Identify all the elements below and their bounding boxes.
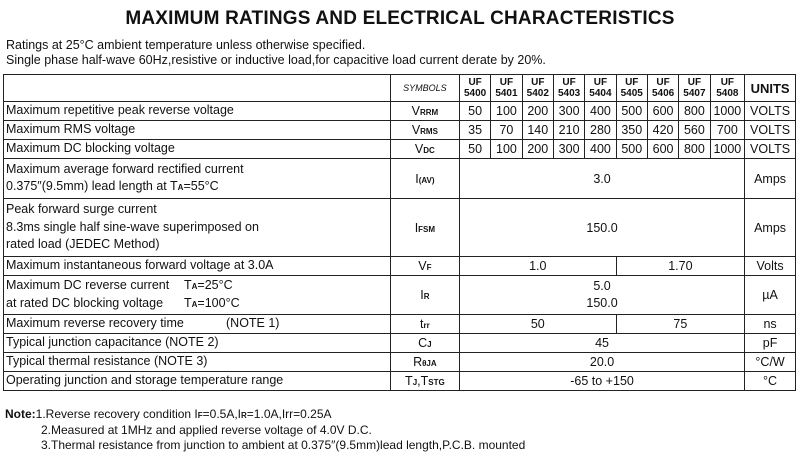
table-row-iav <box>4 159 796 199</box>
param-label: Maximum instantaneous forward voltage at 3.0A <box>4 257 391 276</box>
symbol-cell: VRRM <box>390 102 459 121</box>
table-row-tj <box>4 372 796 391</box>
header-part: UF 5404 <box>585 75 616 102</box>
unit-cell: pF <box>745 334 796 353</box>
value-cell: 1000 <box>710 102 745 121</box>
param-label: Maximum reverse recovery time (NOTE 1) <box>4 315 391 334</box>
value-cell: 400 <box>585 140 616 159</box>
intro-line: Ratings at 25°C ambient temperature unless otherwise specified. <box>6 38 366 52</box>
header-part: UF 5406 <box>647 75 678 102</box>
table-header-row <box>4 75 796 102</box>
unit-cell: VOLTS <box>745 140 796 159</box>
value-cell: 100 <box>491 102 522 121</box>
value-cell: 200 <box>522 102 553 121</box>
header-part: UF 5403 <box>553 75 584 102</box>
note-3: 3.Thermal resistance from junction to ambient at 0.375″(9.5mm)lead length,P.C.B. mounted <box>41 438 526 452</box>
value-cell: 100 <box>491 140 522 159</box>
symbol-cell: VRMS <box>390 121 459 140</box>
param-label: Maximum DC reverse current TA=25°C at rated DC blocking voltage TA=100°C <box>4 276 391 315</box>
header-param-cell <box>4 75 391 102</box>
table-row-ifsm <box>4 199 796 257</box>
value-cell: 300 <box>553 102 584 121</box>
value-cell: 35 <box>459 121 490 140</box>
table-row-vrrm <box>4 102 796 121</box>
value-cell: 75 <box>616 315 745 334</box>
param-label: Maximum repetitive peak reverse voltage <box>4 102 391 121</box>
unit-cell: ns <box>745 315 796 334</box>
symbol-cell: VF <box>390 257 459 276</box>
symbol-cell: IR <box>390 276 459 315</box>
value-cell: 1000 <box>710 140 745 159</box>
symbol-cell: VDC <box>390 140 459 159</box>
param-label: Maximum DC blocking voltage <box>4 140 391 159</box>
ratings-table <box>3 74 796 391</box>
value-cell: 140 <box>522 121 553 140</box>
symbol-cell: I(AV) <box>390 159 459 199</box>
value-cell: 50 <box>459 102 490 121</box>
value-cell: 50 <box>459 315 616 334</box>
table-row-vrms <box>4 121 796 140</box>
value-cell: 800 <box>679 140 710 159</box>
table-row-rtheta <box>4 353 796 372</box>
note-2: 2.Measured at 1MHz and applied reverse voltage of 4.0V D.C. <box>41 423 372 437</box>
unit-cell: Volts <box>745 257 796 276</box>
value-cell: 600 <box>647 102 678 121</box>
param-label: Typical junction capacitance (NOTE 2) <box>4 334 391 353</box>
intro-line: Single phase half-wave 60Hz,resistive or inductive load,for capacitive load current derate by 20%. <box>6 53 546 67</box>
param-label: Typical thermal resistance (NOTE 3) <box>4 353 391 372</box>
value-cell: 150.0 <box>459 199 744 257</box>
value-cell: 500 <box>616 102 647 121</box>
symbol-cell: TJ,TSTG <box>390 372 459 391</box>
page-title: MAXIMUM RATINGS AND ELECTRICAL CHARACTERISTICS <box>125 8 675 29</box>
symbol-cell: trr <box>390 315 459 334</box>
intro-text <box>6 38 546 68</box>
value-cell: 700 <box>710 121 745 140</box>
value-cell: -65 to +150 <box>459 372 744 391</box>
value-cell: 280 <box>585 121 616 140</box>
symbol-cell: CJ <box>390 334 459 353</box>
unit-cell: °C <box>745 372 796 391</box>
value-cell: 500 <box>616 140 647 159</box>
header-part: UF 5402 <box>522 75 553 102</box>
param-label: Maximum RMS voltage <box>4 121 391 140</box>
value-cell: 1.0 <box>459 257 616 276</box>
value-cell: 350 <box>616 121 647 140</box>
table-row-vdc <box>4 140 796 159</box>
value-cell: 50 <box>459 140 490 159</box>
unit-cell: °C/W <box>745 353 796 372</box>
unit-cell: Amps <box>745 199 796 257</box>
table-row-trr <box>4 315 796 334</box>
value-cell: 70 <box>491 121 522 140</box>
table-row-cj <box>4 334 796 353</box>
value-cell: 560 <box>679 121 710 140</box>
value-cell: 600 <box>647 140 678 159</box>
symbol-cell: IFSM <box>390 199 459 257</box>
unit-cell: Amps <box>745 159 796 199</box>
value-cell: 5.0 150.0 <box>459 276 744 315</box>
value-cell: 1.70 <box>616 257 745 276</box>
value-cell: 45 <box>459 334 744 353</box>
value-cell: 200 <box>522 140 553 159</box>
value-cell: 210 <box>553 121 584 140</box>
header-symbols: SYMBOLS <box>390 75 459 102</box>
header-part: UF 5408 <box>710 75 745 102</box>
param-label: Maximum average forward rectified current 0.375″(9.5mm) lead length at TA=55°C <box>4 159 391 199</box>
value-cell: 3.0 <box>459 159 744 199</box>
header-part: UF 5405 <box>616 75 647 102</box>
unit-cell: µA <box>745 276 796 315</box>
value-cell: 20.0 <box>459 353 744 372</box>
value-cell: 420 <box>647 121 678 140</box>
table-row-vf <box>4 257 796 276</box>
header-units: UNITS <box>745 75 796 102</box>
table-row-ir <box>4 276 796 315</box>
header-part: UF 5407 <box>679 75 710 102</box>
symbol-cell: RθJA <box>390 353 459 372</box>
param-label: Peak forward surge current 8.3ms single half sine-wave superimposed on rated load (JEDEC Method) <box>4 199 391 257</box>
param-label: Operating junction and storage temperature range <box>4 372 391 391</box>
value-cell: 300 <box>553 140 584 159</box>
notes-section <box>5 407 525 453</box>
note-1: Note:1.Reverse recovery condition IF=0.5A,IR=1.0A,Irr=0.25A <box>5 407 332 421</box>
unit-cell: VOLTS <box>745 102 796 121</box>
header-part: UF 5401 <box>491 75 522 102</box>
unit-cell: VOLTS <box>745 121 796 140</box>
value-cell: 400 <box>585 102 616 121</box>
header-part: UF 5400 <box>459 75 490 102</box>
notes-label: Note: <box>5 407 36 421</box>
value-cell: 800 <box>679 102 710 121</box>
